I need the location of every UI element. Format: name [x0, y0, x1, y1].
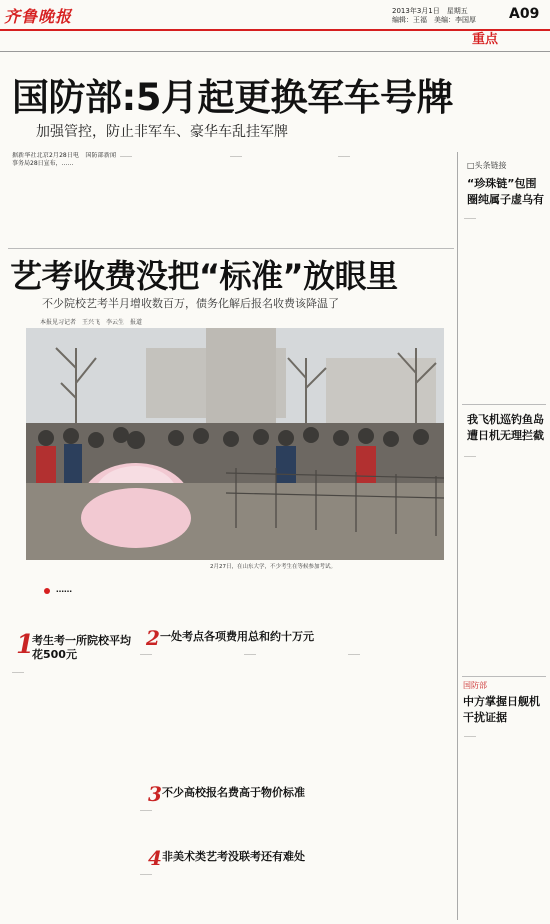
body-col-3: …… [244, 650, 256, 657]
section-label: 重点 [472, 32, 499, 47]
sidebar-divider-1 [462, 404, 546, 405]
lede-bullet [44, 588, 50, 594]
sidebar-title-3: 中方掌握日舰机干扰证据 [463, 695, 540, 724]
story-divider [8, 248, 454, 249]
body-col-1: …… [12, 668, 24, 675]
subhead-1: 考生考一所院校平均花500元 [32, 634, 131, 661]
editors-line: 编辑：王福 美编：李国厚 [392, 16, 476, 24]
sidebar-link-label: □头条链接 [467, 161, 507, 170]
subhead-3: 不少高校报名费高于物价标准 [162, 786, 305, 799]
sidebar-body-3: …… [464, 732, 476, 739]
section-number-4: 4 [148, 846, 162, 870]
date-editor-info [392, 7, 502, 25]
exam-crowd-photo [26, 328, 444, 560]
header-rule-thin [0, 51, 550, 52]
main-subhead: 加强管控，防止非军车、豪华车乱挂军牌 [36, 124, 288, 140]
issue-date: 2013年3月1日 星期五 [392, 7, 468, 15]
sidebar-label-3: 国防部 [463, 681, 487, 690]
photo-caption: 2月27日，在山东大学，不少考生在等候参加考试。 [210, 564, 336, 570]
art-exam-dek: 不少院校艺考半月增收数百万，债务化解后报名收费该降温了 [42, 297, 339, 310]
page-number: A09 [509, 6, 540, 22]
sidebar-title-1: “珍珠链”包围圈纯属子虚乌有 [467, 177, 544, 206]
body-col-4: …… [348, 650, 360, 657]
header-rule [0, 29, 550, 31]
sidebar-body-1: …… [464, 214, 476, 221]
sidebar-divider-2 [462, 676, 546, 677]
main-body-col-3: …… [230, 152, 242, 159]
section-number-1: 1 [16, 630, 35, 660]
masthead-logo: 齐鲁晚报 [4, 7, 73, 26]
sidebar-body-2: …… [464, 452, 476, 459]
art-exam-headline: 艺考收费没把“标准”放眼里 [10, 257, 398, 295]
body-col-2: …… [140, 650, 152, 657]
art-exam-byline: 本报见习记者 王兴飞 李云生 报道 [40, 319, 143, 326]
main-body-col-4: …… [338, 152, 350, 159]
body-col-6: …… [140, 870, 152, 877]
main-body-col-2: …… [120, 152, 132, 159]
main-body-col-1: 据新华社北京2月28日电 国防部新闻事务局28日宣布，…… [12, 152, 116, 167]
sidebar-title-2: 我飞机巡钓鱼岛遭日机无理拦截 [467, 413, 544, 442]
main-headline: 国防部:5月起更换军车号牌 [12, 76, 454, 119]
section-number-3: 3 [148, 782, 162, 806]
subhead-2: 一处考点各项费用总和约十万元 [160, 630, 314, 643]
section-number-2: 2 [146, 626, 160, 650]
body-col-5: …… [140, 806, 152, 813]
sidebar-rule [457, 152, 458, 920]
art-exam-lede: …… [56, 585, 72, 594]
subhead-4: 非美术类艺考没联考还有难处 [162, 850, 305, 863]
photo-illustration [26, 328, 444, 560]
